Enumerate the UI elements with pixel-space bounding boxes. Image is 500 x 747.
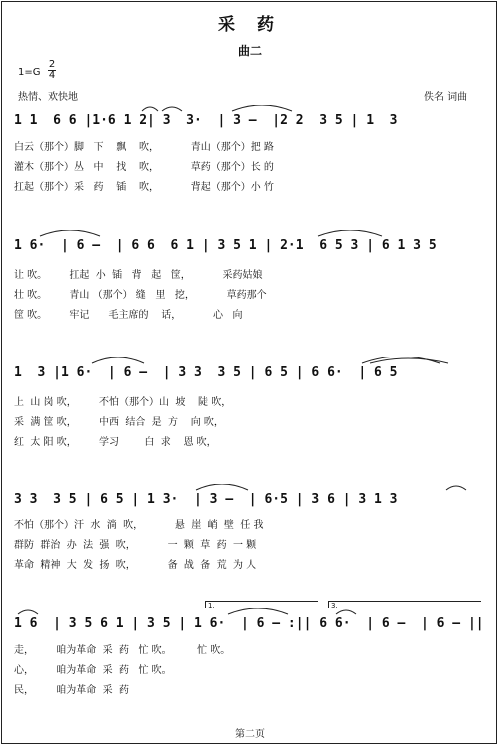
notes-line: 1 1 6 6 |1·6 1 2| 3 3· | 3 – |2 2 3 5 | 1 3 (14, 113, 398, 128)
music-system-4 (0, 484, 500, 574)
song-subtitle: 曲二 (237, 44, 262, 58)
lyric-verse-2: 心， 咱为革命 采 药 忙 吹。 (14, 665, 172, 676)
lyric-verse-2: 灌木（那个）丛 中 找 吹， 草药（那个）长 的 (14, 162, 274, 173)
music-system-1 (0, 105, 500, 195)
lyric-verse-3: 筐 吹。 牢记 毛主席的 话， 心 向 (14, 310, 243, 321)
tie-marks (0, 608, 500, 638)
credits: 佚名 词曲 (424, 92, 468, 103)
volta-3: 3. (328, 601, 481, 608)
music-system-2 (0, 230, 500, 320)
song-title: 采 药 (218, 15, 282, 35)
lyric-verse-3: 扛起（那个）采 药 锸 吹， 背起（那个）小 竹 (14, 182, 274, 193)
notes-line: 1 3 |1 6· | 6 – | 3 3 3 5 | 6 5 | 6 6· | 6 5 (14, 365, 398, 380)
time-signature (48, 60, 56, 81)
page-number: 第二页 (235, 729, 265, 740)
lyric-verse-2: 群防 群治 办 法 强 吹， 一 颗 草 药 一 颗 (14, 540, 257, 551)
lyric-verse-1: 不怕（那个）汗 水 淌 吹， 悬 崖 峭 壁 任 我 (14, 520, 264, 531)
lyric-verse-1: 白云（那个）脚 下 飘 吹， 青山（那个）把 路 (14, 142, 274, 153)
volta-1: 1. (205, 601, 318, 608)
time-signature-top: 2 (48, 59, 56, 70)
lyric-verse-3: 民， 咱为革命 采 药 (14, 685, 129, 696)
lyric-verse-1: 走， 咱为革命 采 药 忙 吹。 忙 吹。 (14, 645, 231, 656)
lyric-verse-1: 上 山 岗 吹， 不怕（那个）山 坡 陡 吹， (14, 397, 232, 408)
lyric-verse-3: 红 太 阳 吹， 学习 白 求 恩 吹， (14, 437, 217, 448)
key-signature: 1=G (18, 67, 41, 78)
lyric-verse-3: 革命 精神 大 发 扬 吹， 备 战 备 荒 为 人 (14, 560, 257, 571)
lyric-verse-1: 让 吹。 扛起 小 锸 背 起 筐， 采药姑娘 (14, 270, 263, 281)
notes-line: 3 3 3 5 | 6 5 | 1 3· | 3 – | 6·5 | 3 6 | 3 1 3 (14, 492, 398, 507)
lyric-verse-2: 壮 吹。 青山 （那个） 缝 里 挖， 草药那个 (14, 290, 267, 301)
tempo-marking: 热情、欢快地 (18, 92, 78, 103)
notes-line: 1 6· | 6 – | 6 6 6 1 | 3 5 1 | 2·1 6 5 3 | 6 1 3 5 (14, 238, 437, 253)
music-system-5 (0, 602, 500, 698)
tie-marks (0, 230, 500, 260)
tie-marks (0, 357, 500, 387)
tie-marks (0, 105, 500, 135)
notes-line: 1 6 | 3 5 6 1 | 3 5 | 1 6· | 6 – :|| 6 6· | 6 – | 6 – || (14, 616, 484, 631)
lyric-verse-2: 采 满 筐 吹， 中西 结合 是 方 向 吹， (14, 417, 224, 428)
time-signature-bottom: 4 (48, 70, 56, 81)
tie-marks (0, 484, 500, 514)
music-system-3 (0, 357, 500, 447)
